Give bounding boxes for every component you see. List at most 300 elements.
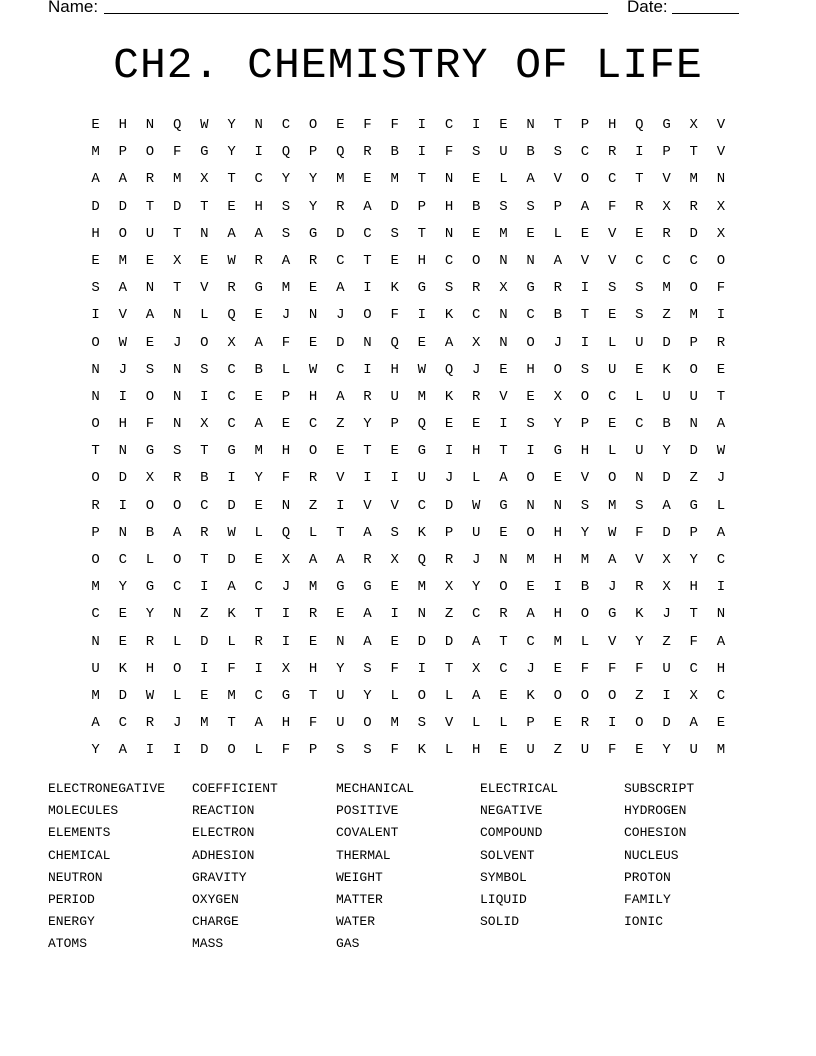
grid-letter[interactable]: X (145, 470, 155, 487)
grid-letter[interactable]: A (172, 524, 182, 541)
grid-letter[interactable]: V (607, 252, 617, 269)
grid-letter[interactable]: T (336, 524, 345, 541)
grid-letter[interactable]: U (662, 660, 671, 677)
grid-letter[interactable]: S (472, 144, 481, 161)
grid-letter[interactable]: T (444, 660, 454, 677)
grid-letter[interactable]: C (689, 660, 698, 677)
grid-letter[interactable]: P (689, 524, 698, 541)
grid-letter[interactable]: I (281, 606, 291, 623)
grid-letter[interactable]: I (607, 715, 617, 732)
grid-letter[interactable]: H (472, 742, 481, 759)
grid-letter[interactable]: F (390, 742, 399, 759)
grid-letter[interactable]: H (444, 198, 454, 215)
grid-letter[interactable]: L (308, 524, 318, 541)
grid-letter[interactable]: J (336, 307, 345, 324)
grid-letter[interactable]: V (662, 171, 671, 188)
grid-letter[interactable]: D (662, 470, 671, 487)
grid-letter[interactable]: R (145, 171, 155, 188)
grid-letter[interactable]: O (580, 606, 590, 623)
grid-letter[interactable]: F (172, 144, 182, 161)
grid-letter[interactable]: D (662, 334, 671, 351)
grid-letter[interactable]: J (172, 334, 182, 351)
grid-letter[interactable]: M (227, 687, 236, 704)
grid-letter[interactable]: C (607, 171, 617, 188)
grid-letter[interactable]: A (336, 280, 345, 297)
grid-letter[interactable]: M (254, 443, 263, 460)
grid-letter[interactable]: I (662, 687, 671, 704)
grid-letter[interactable]: A (526, 606, 535, 623)
grid-letter[interactable]: X (281, 660, 291, 677)
grid-letter[interactable]: A (254, 416, 263, 433)
grid-letter[interactable]: L (716, 497, 726, 514)
grid-letter[interactable]: U (390, 388, 399, 405)
grid-letter[interactable]: C (472, 307, 481, 324)
grid-letter[interactable]: I (553, 579, 562, 596)
grid-letter[interactable]: I (118, 388, 127, 405)
grid-letter[interactable]: V (716, 144, 726, 161)
grid-letter[interactable]: Y (281, 171, 291, 188)
grid-letter[interactable]: L (444, 742, 454, 759)
grid-letter[interactable]: P (417, 198, 427, 215)
grid-letter[interactable]: O (580, 388, 590, 405)
grid-letter[interactable]: M (607, 497, 617, 514)
grid-letter[interactable]: Z (662, 633, 671, 650)
grid-letter[interactable]: O (635, 715, 644, 732)
grid-letter[interactable]: D (336, 334, 345, 351)
grid-letter[interactable]: O (580, 687, 590, 704)
grid-letter[interactable]: A (118, 280, 127, 297)
grid-letter[interactable]: H (553, 524, 562, 541)
grid-letter[interactable]: U (336, 715, 345, 732)
grid-letter[interactable]: R (308, 470, 318, 487)
grid-letter[interactable]: S (444, 280, 454, 297)
grid-letter[interactable]: B (472, 198, 481, 215)
grid-letter[interactable]: C (716, 687, 726, 704)
grid-letter[interactable]: D (689, 443, 698, 460)
grid-letter[interactable]: O (526, 524, 535, 541)
grid-letter[interactable]: A (118, 171, 127, 188)
grid-letter[interactable]: M (91, 144, 100, 161)
grid-letter[interactable]: H (553, 552, 562, 568)
grid-letter[interactable]: E (336, 606, 345, 623)
grid-letter[interactable]: E (308, 280, 318, 297)
grid-letter[interactable]: Y (580, 524, 590, 541)
grid-letter[interactable]: U (580, 742, 590, 759)
grid-letter[interactable]: N (444, 225, 454, 242)
grid-letter[interactable]: W (607, 524, 617, 541)
grid-letter[interactable]: I (200, 660, 209, 677)
grid-letter[interactable]: B (553, 307, 562, 324)
grid-letter[interactable]: E (607, 307, 617, 324)
grid-letter[interactable]: L (254, 742, 263, 759)
grid-letter[interactable]: V (499, 388, 508, 405)
grid-letter[interactable]: E (118, 606, 127, 623)
grid-letter[interactable]: X (662, 552, 671, 568)
grid-letter[interactable]: E (472, 225, 481, 242)
grid-letter[interactable]: O (553, 361, 562, 378)
grid-letter[interactable]: A (227, 579, 236, 596)
grid-letter[interactable]: B (580, 579, 590, 596)
grid-letter[interactable]: I (716, 579, 726, 596)
grid-letter[interactable]: U (336, 687, 345, 704)
grid-letter[interactable]: U (689, 388, 698, 405)
grid-letter[interactable]: Y (308, 198, 318, 215)
grid-letter[interactable]: I (390, 470, 399, 487)
grid-letter[interactable]: M (91, 579, 100, 596)
grid-letter[interactable]: D (662, 715, 671, 732)
grid-letter[interactable]: F (607, 742, 617, 759)
grid-letter[interactable]: B (200, 470, 209, 487)
grid-letter[interactable]: T (145, 198, 155, 215)
grid-letter[interactable]: M (336, 171, 345, 188)
grid-letter[interactable]: E (91, 117, 100, 133)
grid-letter[interactable]: M (281, 280, 291, 297)
grid-letter[interactable]: Y (662, 443, 671, 460)
grid-letter[interactable]: R (227, 280, 236, 297)
grid-letter[interactable]: A (308, 552, 318, 568)
grid-letter[interactable]: P (118, 144, 127, 161)
grid-letter[interactable]: D (444, 633, 454, 650)
grid-letter[interactable]: E (635, 742, 644, 759)
grid-letter[interactable]: H (417, 252, 427, 269)
grid-letter[interactable]: M (526, 552, 535, 568)
grid-letter[interactable]: R (580, 715, 590, 732)
grid-letter[interactable]: L (281, 361, 291, 378)
grid-letter[interactable]: S (200, 361, 209, 378)
grid-letter[interactable]: O (227, 742, 236, 759)
grid-letter[interactable]: C (472, 606, 481, 623)
grid-letter[interactable]: N (172, 307, 182, 324)
grid-letter[interactable]: Y (472, 579, 481, 596)
grid-letter[interactable]: S (281, 198, 291, 215)
grid-letter[interactable]: C (172, 579, 182, 596)
grid-letter[interactable]: T (172, 225, 182, 242)
grid-letter[interactable]: N (118, 524, 127, 541)
grid-letter[interactable]: G (689, 497, 698, 514)
grid-letter[interactable]: L (607, 334, 617, 351)
grid-letter[interactable]: D (118, 198, 127, 215)
grid-letter[interactable]: N (91, 633, 100, 650)
grid-letter[interactable]: H (118, 117, 127, 133)
grid-letter[interactable]: V (200, 280, 209, 297)
grid-letter[interactable]: G (336, 579, 345, 596)
grid-letter[interactable]: W (716, 443, 726, 460)
grid-letter[interactable]: S (336, 742, 345, 759)
grid-letter[interactable]: F (580, 660, 590, 677)
grid-letter[interactable]: O (145, 497, 155, 514)
grid-letter[interactable]: F (281, 742, 291, 759)
grid-letter[interactable]: X (472, 334, 481, 351)
grid-letter[interactable]: D (227, 497, 236, 514)
grid-letter[interactable]: K (417, 742, 427, 759)
grid-letter[interactable]: O (91, 470, 100, 487)
grid-letter[interactable]: O (363, 307, 372, 324)
grid-letter[interactable]: J (716, 470, 726, 487)
grid-letter[interactable]: I (363, 361, 372, 378)
grid-letter[interactable]: E (526, 388, 535, 405)
grid-letter[interactable]: U (526, 742, 535, 759)
grid-letter[interactable]: G (145, 443, 155, 460)
grid-letter[interactable]: T (200, 552, 209, 568)
grid-letter[interactable]: L (553, 225, 562, 242)
grid-letter[interactable]: C (662, 252, 671, 269)
grid-letter[interactable]: R (607, 144, 617, 161)
grid-letter[interactable]: K (526, 687, 535, 704)
grid-letter[interactable]: M (91, 687, 100, 704)
grid-letter[interactable]: Z (200, 606, 209, 623)
grid-letter[interactable]: M (580, 552, 590, 568)
grid-letter[interactable]: G (662, 117, 671, 133)
grid-letter[interactable]: C (499, 660, 508, 677)
grid-letter[interactable]: S (635, 280, 644, 297)
grid-letter[interactable]: J (444, 470, 454, 487)
grid-letter[interactable]: E (336, 443, 345, 460)
grid-letter[interactable]: F (689, 633, 698, 650)
grid-letter[interactable]: O (363, 715, 372, 732)
grid-letter[interactable]: G (363, 579, 372, 596)
grid-letter[interactable]: E (499, 117, 508, 133)
grid-letter[interactable]: E (254, 552, 263, 568)
grid-letter[interactable]: C (635, 416, 644, 433)
grid-letter[interactable]: T (200, 198, 209, 215)
grid-letter[interactable]: L (635, 388, 644, 405)
grid-letter[interactable]: P (580, 416, 590, 433)
grid-letter[interactable]: E (716, 715, 726, 732)
grid-letter[interactable]: C (716, 552, 726, 568)
grid-letter[interactable]: Y (553, 416, 562, 433)
grid-letter[interactable]: V (444, 715, 454, 732)
grid-letter[interactable]: F (390, 660, 399, 677)
grid-letter[interactable]: F (281, 334, 291, 351)
grid-letter[interactable]: N (499, 334, 508, 351)
grid-letter[interactable]: E (553, 660, 562, 677)
grid-letter[interactable]: L (607, 443, 617, 460)
grid-letter[interactable]: A (553, 252, 562, 269)
grid-letter[interactable]: C (254, 579, 263, 596)
grid-letter[interactable]: P (308, 742, 318, 759)
grid-letter[interactable]: J (281, 579, 291, 596)
grid-letter[interactable]: C (200, 497, 209, 514)
grid-letter[interactable]: S (607, 280, 617, 297)
grid-letter[interactable]: F (607, 660, 617, 677)
grid-letter[interactable]: S (281, 225, 291, 242)
grid-letter[interactable]: X (281, 552, 291, 568)
grid-letter[interactable]: N (145, 117, 155, 133)
grid-letter[interactable]: K (417, 524, 427, 541)
grid-letter[interactable]: F (390, 117, 399, 133)
grid-letter[interactable]: S (91, 280, 100, 297)
grid-letter[interactable]: X (662, 579, 671, 596)
grid-letter[interactable]: E (580, 225, 590, 242)
grid-letter[interactable]: Y (227, 117, 236, 133)
grid-letter[interactable]: M (118, 252, 127, 269)
grid-letter[interactable]: N (499, 252, 508, 269)
grid-letter[interactable]: H (308, 660, 318, 677)
grid-letter[interactable]: M (390, 715, 399, 732)
grid-letter[interactable]: I (417, 307, 427, 324)
grid-letter[interactable]: S (390, 225, 399, 242)
grid-letter[interactable]: T (689, 606, 698, 623)
grid-letter[interactable]: E (390, 633, 399, 650)
grid-letter[interactable]: O (308, 117, 318, 133)
grid-letter[interactable]: E (499, 361, 508, 378)
grid-letter[interactable]: H (145, 660, 155, 677)
grid-letter[interactable]: N (526, 252, 535, 269)
grid-letter[interactable]: S (417, 715, 427, 732)
grid-letter[interactable]: N (526, 497, 535, 514)
grid-letter[interactable]: F (444, 144, 454, 161)
grid-letter[interactable]: V (635, 552, 644, 568)
grid-letter[interactable]: I (336, 497, 345, 514)
grid-letter[interactable]: O (172, 660, 182, 677)
grid-letter[interactable]: Z (553, 742, 562, 759)
grid-letter[interactable]: M (689, 171, 698, 188)
grid-letter[interactable]: K (635, 606, 644, 623)
grid-letter[interactable]: T (254, 606, 263, 623)
grid-letter[interactable]: I (118, 497, 127, 514)
grid-letter[interactable]: X (472, 660, 481, 677)
grid-letter[interactable]: R (499, 606, 508, 623)
grid-letter[interactable]: A (716, 633, 726, 650)
grid-letter[interactable]: D (172, 198, 182, 215)
grid-letter[interactable]: C (580, 144, 590, 161)
grid-letter[interactable]: O (716, 252, 726, 269)
grid-letter[interactable]: C (336, 361, 345, 378)
grid-letter[interactable]: A (145, 307, 155, 324)
grid-letter[interactable]: S (553, 144, 562, 161)
grid-letter[interactable]: N (499, 552, 508, 568)
grid-letter[interactable]: O (526, 334, 535, 351)
grid-letter[interactable]: S (145, 361, 155, 378)
grid-letter[interactable]: F (716, 280, 726, 297)
grid-letter[interactable]: G (417, 443, 427, 460)
grid-letter[interactable]: W (227, 524, 236, 541)
grid-letter[interactable]: G (308, 225, 318, 242)
grid-letter[interactable]: H (553, 606, 562, 623)
grid-letter[interactable]: E (308, 334, 318, 351)
grid-letter[interactable]: A (336, 388, 345, 405)
grid-letter[interactable]: I (499, 416, 508, 433)
grid-letter[interactable]: S (526, 198, 535, 215)
grid-letter[interactable]: C (635, 252, 644, 269)
grid-letter[interactable]: A (254, 715, 263, 732)
grid-letter[interactable]: A (444, 334, 454, 351)
grid-letter[interactable]: U (91, 660, 100, 677)
grid-letter[interactable]: T (363, 443, 372, 460)
grid-letter[interactable]: S (499, 198, 508, 215)
grid-letter[interactable]: A (499, 470, 508, 487)
grid-letter[interactable]: N (200, 225, 209, 242)
grid-letter[interactable]: A (281, 252, 291, 269)
grid-letter[interactable]: R (553, 280, 562, 297)
grid-letter[interactable]: X (390, 552, 399, 568)
grid-letter[interactable]: C (417, 497, 427, 514)
grid-letter[interactable]: F (227, 660, 236, 677)
grid-letter[interactable]: E (390, 443, 399, 460)
grid-letter[interactable]: X (172, 252, 182, 269)
grid-letter[interactable]: C (444, 117, 454, 133)
grid-letter[interactable]: S (390, 524, 399, 541)
grid-letter[interactable]: C (227, 388, 236, 405)
grid-letter[interactable]: E (200, 252, 209, 269)
grid-letter[interactable]: T (200, 443, 209, 460)
grid-letter[interactable]: G (499, 497, 508, 514)
grid-letter[interactable]: Y (336, 660, 345, 677)
grid-letter[interactable]: J (553, 334, 562, 351)
grid-letter[interactable]: P (444, 524, 454, 541)
grid-letter[interactable]: L (472, 715, 481, 732)
grid-letter[interactable]: I (580, 334, 590, 351)
grid-letter[interactable]: V (716, 117, 726, 133)
grid-letter[interactable]: L (580, 633, 590, 650)
grid-letter[interactable]: R (308, 252, 318, 269)
grid-letter[interactable]: E (254, 307, 263, 324)
grid-letter[interactable]: A (716, 416, 726, 433)
grid-letter[interactable]: W (472, 497, 481, 514)
grid-letter[interactable]: G (417, 280, 427, 297)
grid-letter[interactable]: U (689, 742, 698, 759)
grid-letter[interactable]: E (553, 470, 562, 487)
grid-letter[interactable]: W (200, 117, 209, 133)
grid-letter[interactable]: L (472, 470, 481, 487)
grid-letter[interactable]: T (689, 144, 698, 161)
grid-letter[interactable]: I (254, 660, 263, 677)
grid-letter[interactable]: L (444, 687, 454, 704)
grid-letter[interactable]: Z (336, 416, 345, 433)
grid-letter[interactable]: C (91, 606, 100, 623)
grid-letter[interactable]: W (145, 687, 155, 704)
grid-letter[interactable]: E (227, 198, 236, 215)
grid-letter[interactable]: U (635, 334, 644, 351)
grid-letter[interactable]: C (689, 252, 698, 269)
grid-letter[interactable]: L (145, 552, 155, 568)
grid-letter[interactable]: R (363, 144, 372, 161)
grid-letter[interactable]: L (227, 633, 236, 650)
grid-letter[interactable]: Y (91, 742, 100, 759)
grid-letter[interactable]: O (118, 225, 127, 242)
grid-letter[interactable]: O (172, 497, 182, 514)
grid-letter[interactable]: O (417, 687, 427, 704)
grid-letter[interactable]: M (499, 225, 508, 242)
grid-letter[interactable]: Z (662, 307, 671, 324)
grid-letter[interactable]: L (499, 171, 508, 188)
grid-letter[interactable]: D (200, 742, 209, 759)
grid-letter[interactable]: W (118, 334, 127, 351)
grid-letter[interactable]: E (499, 524, 508, 541)
grid-letter[interactable]: J (172, 715, 182, 732)
grid-letter[interactable]: P (281, 388, 291, 405)
grid-letter[interactable]: E (716, 361, 726, 378)
grid-letter[interactable]: N (363, 334, 372, 351)
grid-letter[interactable]: W (227, 252, 236, 269)
grid-letter[interactable]: R (308, 606, 318, 623)
grid-letter[interactable]: C (526, 633, 535, 650)
grid-letter[interactable]: C (363, 225, 372, 242)
grid-letter[interactable]: L (254, 524, 263, 541)
grid-letter[interactable]: W (308, 361, 318, 378)
grid-letter[interactable]: L (172, 687, 182, 704)
grid-letter[interactable]: E (417, 334, 427, 351)
grid-letter[interactable]: Y (363, 416, 372, 433)
grid-letter[interactable]: M (716, 742, 726, 759)
grid-letter[interactable]: D (118, 470, 127, 487)
grid-letter[interactable]: V (607, 225, 617, 242)
grid-letter[interactable]: I (417, 144, 427, 161)
grid-letter[interactable]: N (553, 497, 562, 514)
grid-letter[interactable]: I (254, 144, 263, 161)
grid-letter[interactable]: N (526, 117, 535, 133)
grid-letter[interactable]: X (553, 388, 562, 405)
